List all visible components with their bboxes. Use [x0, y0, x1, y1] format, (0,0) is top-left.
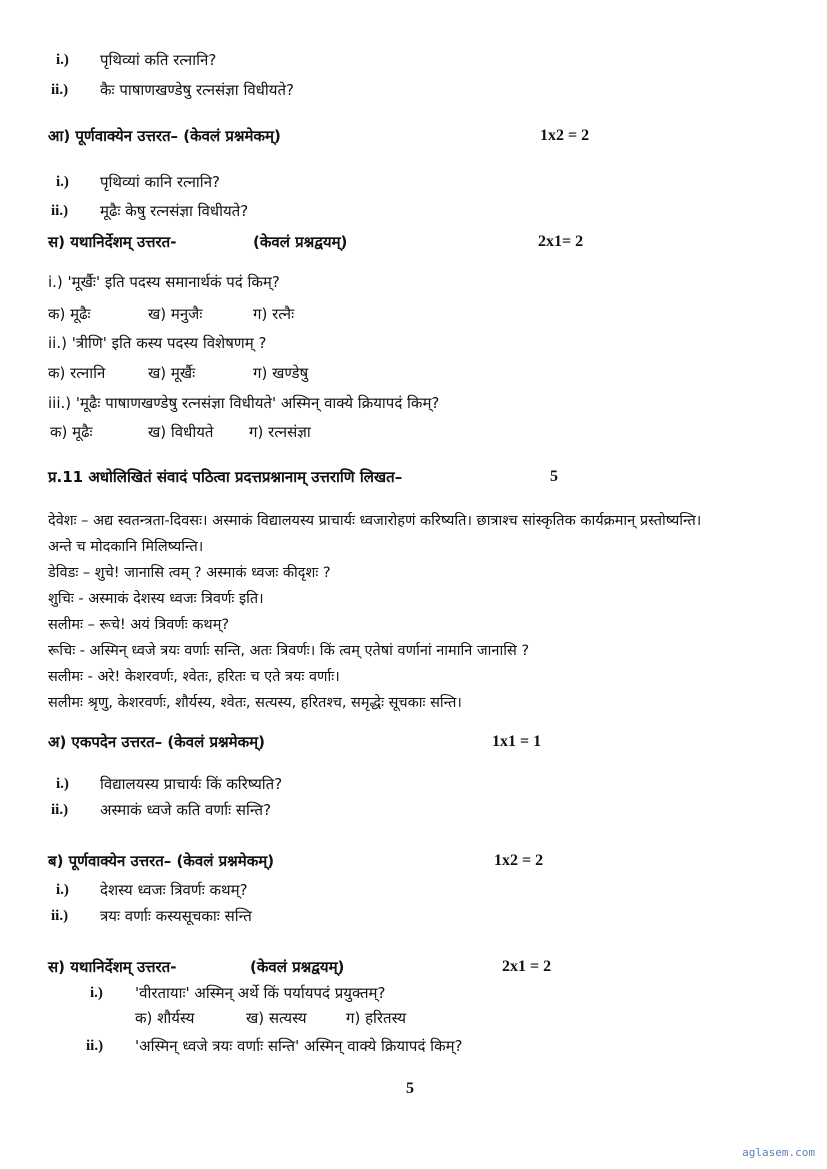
option: ग) खण्डेषु: [253, 364, 309, 382]
dialogue-line: सलीमः - अरे! केशरवर्णः, श्वेतः, हरितः च एते त्रयः वर्णाः।: [48, 669, 340, 685]
option: क) शौर्यस्य: [135, 1009, 195, 1027]
question-text: iii.) 'मूढैः पाषाणखण्डेषु रत्नसंज्ञा विधीयते' अस्मिन् वाक्ये क्रियापदं किम्?: [48, 394, 440, 412]
section-marks: 1x1 = 1: [492, 733, 542, 750]
watermark: aglasem.com: [742, 1146, 815, 1159]
option: ख) मनुजैः: [148, 305, 203, 323]
question-text: 'वीरतायाः' अस्मिन् अर्थे किं पर्यायपदं प्रयुक्तम्?: [135, 984, 386, 1002]
section-heading-note: (केवलं प्रश्नद्वयम्): [250, 958, 345, 976]
section-heading: आ) पूर्णवाक्येन उत्तरत– (केवलं प्रश्नमेकम्): [48, 127, 281, 145]
option: क) मूढैः: [50, 423, 93, 441]
dialogue-line: सलीमः – रूचे! अयं त्रिवर्णः कथम्?: [48, 617, 230, 633]
question-text: पृथिव्यां कानि रत्नानि?: [100, 173, 220, 191]
question-marks: 5: [550, 468, 558, 485]
question-text: ii.) 'त्रीणि' इति कस्य पदस्य विशेषणम् ?: [48, 334, 267, 352]
section-heading: स) यथानिर्देशम् उत्तरत-: [48, 233, 177, 251]
question-text: त्रयः वर्णाः कस्यसूचकाः सन्ति: [100, 907, 252, 925]
question-number: ii.): [86, 1038, 104, 1054]
question-number: i.): [56, 776, 69, 792]
section-marks: 1x2 = 2: [540, 127, 590, 144]
question-number: i.): [56, 52, 69, 68]
option: ख) विधीयते: [148, 423, 214, 441]
dialogue-line: रूचिः - अस्मिन् ध्वजे त्रयः वर्णाः सन्ति, अतः त्रिवर्णः। किं त्वम् एतेषां वर्णानां नामानि जानासि ?: [48, 643, 530, 659]
dialogue-line: डेविडः – शुचे! जानासि त्वम् ? अस्माकं ध्वजः कीदृशः ?: [48, 565, 331, 581]
option: ग) हरितस्य: [346, 1009, 407, 1027]
question-number: ii.): [51, 82, 69, 98]
page-number: 5: [406, 1080, 414, 1097]
section-heading: ब) पूर्णवाक्येन उत्तरत– (केवलं प्रश्नमेकम्): [48, 852, 275, 870]
option: क) रत्नानि: [48, 364, 106, 382]
question-number: ii.): [51, 203, 69, 219]
question-text: i.) 'मूर्खैः' इति पदस्य समानार्थकं पदं किम्?: [48, 273, 280, 291]
dialogue-line: अन्ते च मोदकानि मिलिष्यन्ति।: [48, 539, 204, 555]
question-number: ii.): [51, 802, 69, 818]
dialogue-line: शुचिः - अस्माकं देशस्य ध्वजः त्रिवर्णः इति।: [48, 591, 264, 607]
section-heading: अ) एकपदेन उत्तरत– (केवलं प्रश्नमेकम्): [48, 733, 265, 751]
question-text: विद्यालयस्य प्राचार्यः किं करिष्यति?: [100, 775, 283, 793]
question-text: अस्माकं ध्वजे कति वर्णाः सन्ति?: [100, 801, 272, 819]
question-number: i.): [56, 174, 69, 190]
section-marks: 2x1 = 2: [502, 958, 552, 975]
option: क) मूढैः: [48, 305, 91, 323]
option: ग) रत्नैः: [253, 305, 295, 323]
question-number: ii.): [51, 908, 69, 924]
section-marks: 2x1= 2: [538, 233, 584, 250]
question-text: 'अस्मिन् ध्वजे त्रयः वर्णाः सन्ति' अस्मिन् वाक्ये क्रियापदं किम्?: [135, 1037, 463, 1055]
question-heading: प्र.11 अधोलिखितं संवादं पठित्वा प्रदत्तप्रश्नानाम् उत्तराणि लिखत–: [48, 468, 403, 486]
question-number: i.): [56, 882, 69, 898]
section-heading: स) यथानिर्देशम् उत्तरत-: [48, 958, 177, 976]
section-marks: 1x2 = 2: [494, 852, 544, 869]
dialogue-line: सलीमः श्रृणु, केशरवर्णः, शौर्यस्य, श्वेतः, सत्यस्य, हरितश्च, समृद्धेः सूचकाः सन्ति।: [48, 695, 462, 711]
question-text: देशस्य ध्वजः त्रिवर्णः कथम्?: [100, 881, 248, 899]
question-text: पृथिव्यां कति रत्नानि?: [100, 51, 217, 69]
dialogue-passage: [48, 508, 788, 716]
question-text: कैः पाषाणखण्डेषु रत्नसंज्ञा विधीयते?: [100, 81, 295, 99]
question-number: i.): [90, 985, 103, 1001]
question-text: मूढैः केषु रत्नसंज्ञा विधीयते?: [100, 202, 249, 220]
option: ग) रत्नसंज्ञा: [249, 423, 311, 441]
dialogue-line: देवेशः – अद्य स्वतन्त्रता-दिवसः। अस्माकं विद्यालयस्य प्राचार्यः ध्वजारोहणं करिष्यति। छात्राश्च सांस्कृतिक कार्यक्रमान् प्रस्तोष्यन्ति।: [48, 513, 702, 529]
option: ख) मूर्खैः: [148, 364, 196, 382]
section-heading-note: (केवलं प्रश्नद्वयम्): [253, 233, 348, 251]
option: ख) सत्यस्य: [246, 1009, 307, 1027]
